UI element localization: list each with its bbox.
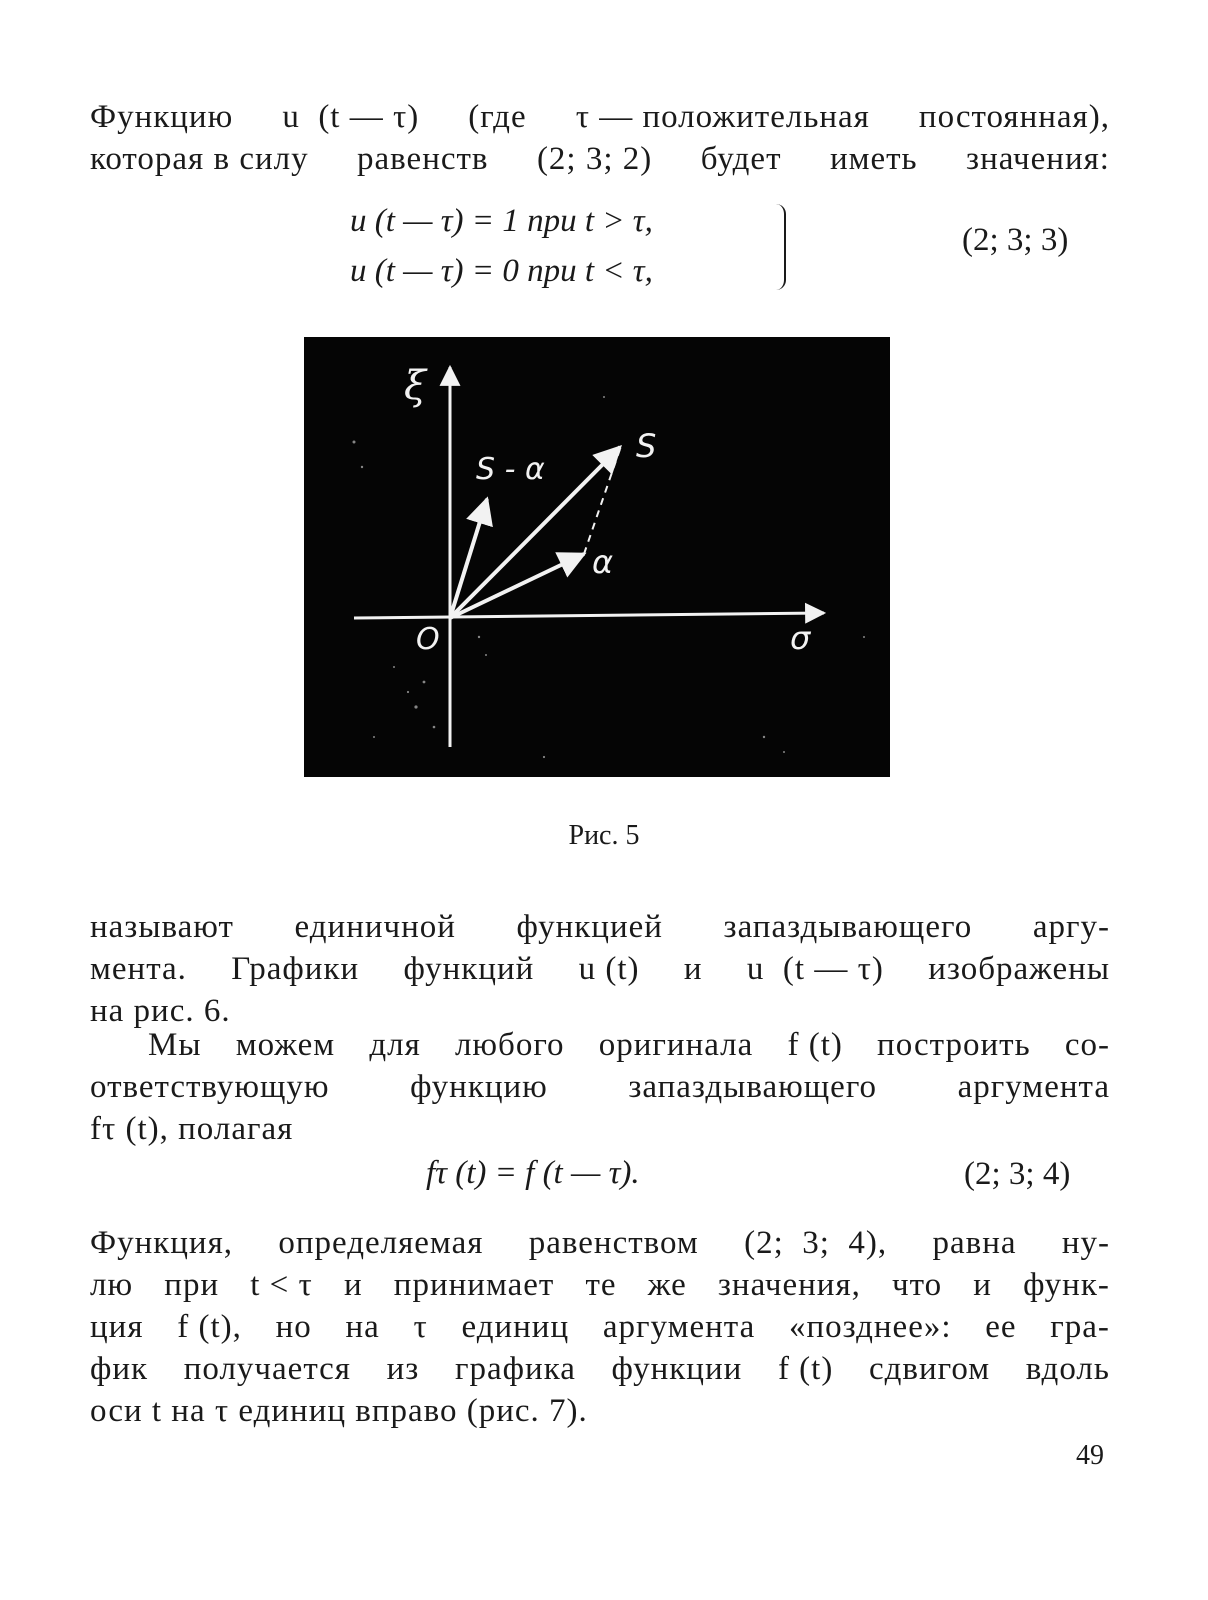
word: значения, (717, 1267, 861, 1303)
word: же (647, 1267, 687, 1303)
justified-line (90, 948, 1110, 990)
origin-label: O (416, 622, 440, 657)
word: изображены (928, 951, 1110, 987)
equation-number: (2; 3; 3) (962, 222, 1069, 258)
word: аргу- (1032, 909, 1110, 945)
justified-line (90, 1024, 1110, 1066)
word: u (t — τ) (282, 99, 420, 135)
justified-line (90, 1222, 1110, 1264)
justified-line (90, 1264, 1110, 1306)
word: равна (932, 1225, 1017, 1261)
word: (где (468, 99, 527, 135)
page-number: 49 (1076, 1440, 1104, 1471)
justified-line (90, 906, 1110, 948)
paragraph-original (90, 1024, 1110, 1150)
word: и (973, 1267, 992, 1303)
word: будет (700, 141, 782, 177)
word: со- (1064, 1027, 1110, 1063)
word: аргумента (957, 1069, 1110, 1105)
xi-label: ξ (404, 363, 427, 409)
word: (2; 3; 4), (744, 1225, 888, 1261)
equation-brace (770, 204, 786, 290)
word: единичной (294, 909, 456, 945)
word: построить (877, 1027, 1031, 1063)
word: ну- (1061, 1225, 1110, 1261)
word: для (369, 1027, 421, 1063)
word: τ — положительная (575, 99, 870, 135)
word: значения: (966, 141, 1110, 177)
word: запаздывающего (723, 909, 973, 945)
word: f (t) (777, 1351, 834, 1387)
equation-number: (2; 3; 4) (964, 1156, 1071, 1192)
word: запаздывающего (628, 1069, 878, 1105)
word: «позднее»: (789, 1309, 952, 1345)
vector-alpha (450, 554, 584, 618)
word: ция (90, 1309, 144, 1345)
word: функ- (1023, 1267, 1110, 1303)
word: мента. (90, 951, 187, 987)
word: можем (235, 1027, 336, 1063)
word: но (275, 1309, 312, 1345)
word: те (585, 1267, 617, 1303)
sigma-axis (354, 613, 824, 618)
word: f (t) (787, 1027, 843, 1063)
word: лю (90, 1267, 134, 1303)
word: любого (454, 1027, 565, 1063)
word: ее (985, 1309, 1017, 1345)
s-label: S (636, 427, 657, 465)
word: Функция, (90, 1225, 234, 1261)
word: равенств (357, 141, 489, 177)
word: u (t) (578, 951, 640, 987)
word: оригинала (598, 1027, 754, 1063)
justified-line (90, 1066, 1110, 1108)
word: принимает (393, 1267, 555, 1303)
word: функций (403, 951, 535, 987)
equation-row: u (t — τ) = 1 при t > τ, (350, 203, 653, 239)
text-line: fτ (t), полагая (90, 1111, 294, 1147)
paragraph-delay-function (90, 906, 1110, 1032)
word: гра- (1050, 1309, 1110, 1345)
justified-line (90, 138, 1110, 180)
justified-line (90, 96, 1110, 138)
word: функцией (516, 909, 663, 945)
word: вдоль (1025, 1351, 1110, 1387)
word: иметь (829, 141, 918, 177)
word: Мы (148, 1027, 202, 1063)
word: и (683, 951, 703, 987)
word: графика (454, 1351, 576, 1387)
word: функцию (410, 1069, 548, 1105)
justified-line (90, 1306, 1110, 1348)
text-line: оси t на τ единиц вправо (рис. 7). (90, 1393, 588, 1429)
word: фик (90, 1351, 149, 1387)
word: и (343, 1267, 363, 1303)
sigma-label: σ (790, 619, 811, 657)
word: аргумента (602, 1309, 756, 1345)
vector-diagram (304, 337, 890, 777)
alpha-label: α (592, 543, 614, 581)
word: ответствующую (90, 1069, 330, 1105)
text-line: на рис. 6. (90, 993, 231, 1029)
word: из (386, 1351, 420, 1387)
equation-row: u (t — τ) = 0 при t < τ, (350, 253, 653, 289)
word: (2; 3; 2) (536, 141, 653, 177)
figure-caption: Рис. 5 (568, 820, 640, 851)
word: равенством (528, 1225, 699, 1261)
justified-line (90, 1348, 1110, 1390)
word: функции (611, 1351, 743, 1387)
paragraph-intro (90, 96, 1110, 180)
word: на (345, 1309, 380, 1345)
paragraph-shift (90, 1222, 1110, 1432)
word: постоянная), (918, 99, 1110, 135)
word: f (t), (177, 1309, 242, 1345)
equation-2-3-3 (350, 196, 653, 296)
word: которая в силу (90, 141, 309, 177)
word: Функцию (90, 99, 234, 135)
word: t < τ (250, 1267, 313, 1303)
equation-2-3-4: fτ (t) = f (t — τ). (426, 1155, 640, 1191)
word: получается (183, 1351, 351, 1387)
word: единиц (461, 1309, 570, 1345)
word: определяемая (278, 1225, 484, 1261)
figure-vector-diagram (304, 337, 890, 777)
s-minus-alpha-label: S - α (476, 452, 545, 487)
word: называют (90, 909, 234, 945)
word: что (892, 1267, 943, 1303)
word: при (164, 1267, 220, 1303)
word: Графики (231, 951, 360, 987)
word: u (t — τ) (746, 951, 884, 987)
word: τ (413, 1309, 428, 1345)
word: сдвигом (868, 1351, 991, 1387)
